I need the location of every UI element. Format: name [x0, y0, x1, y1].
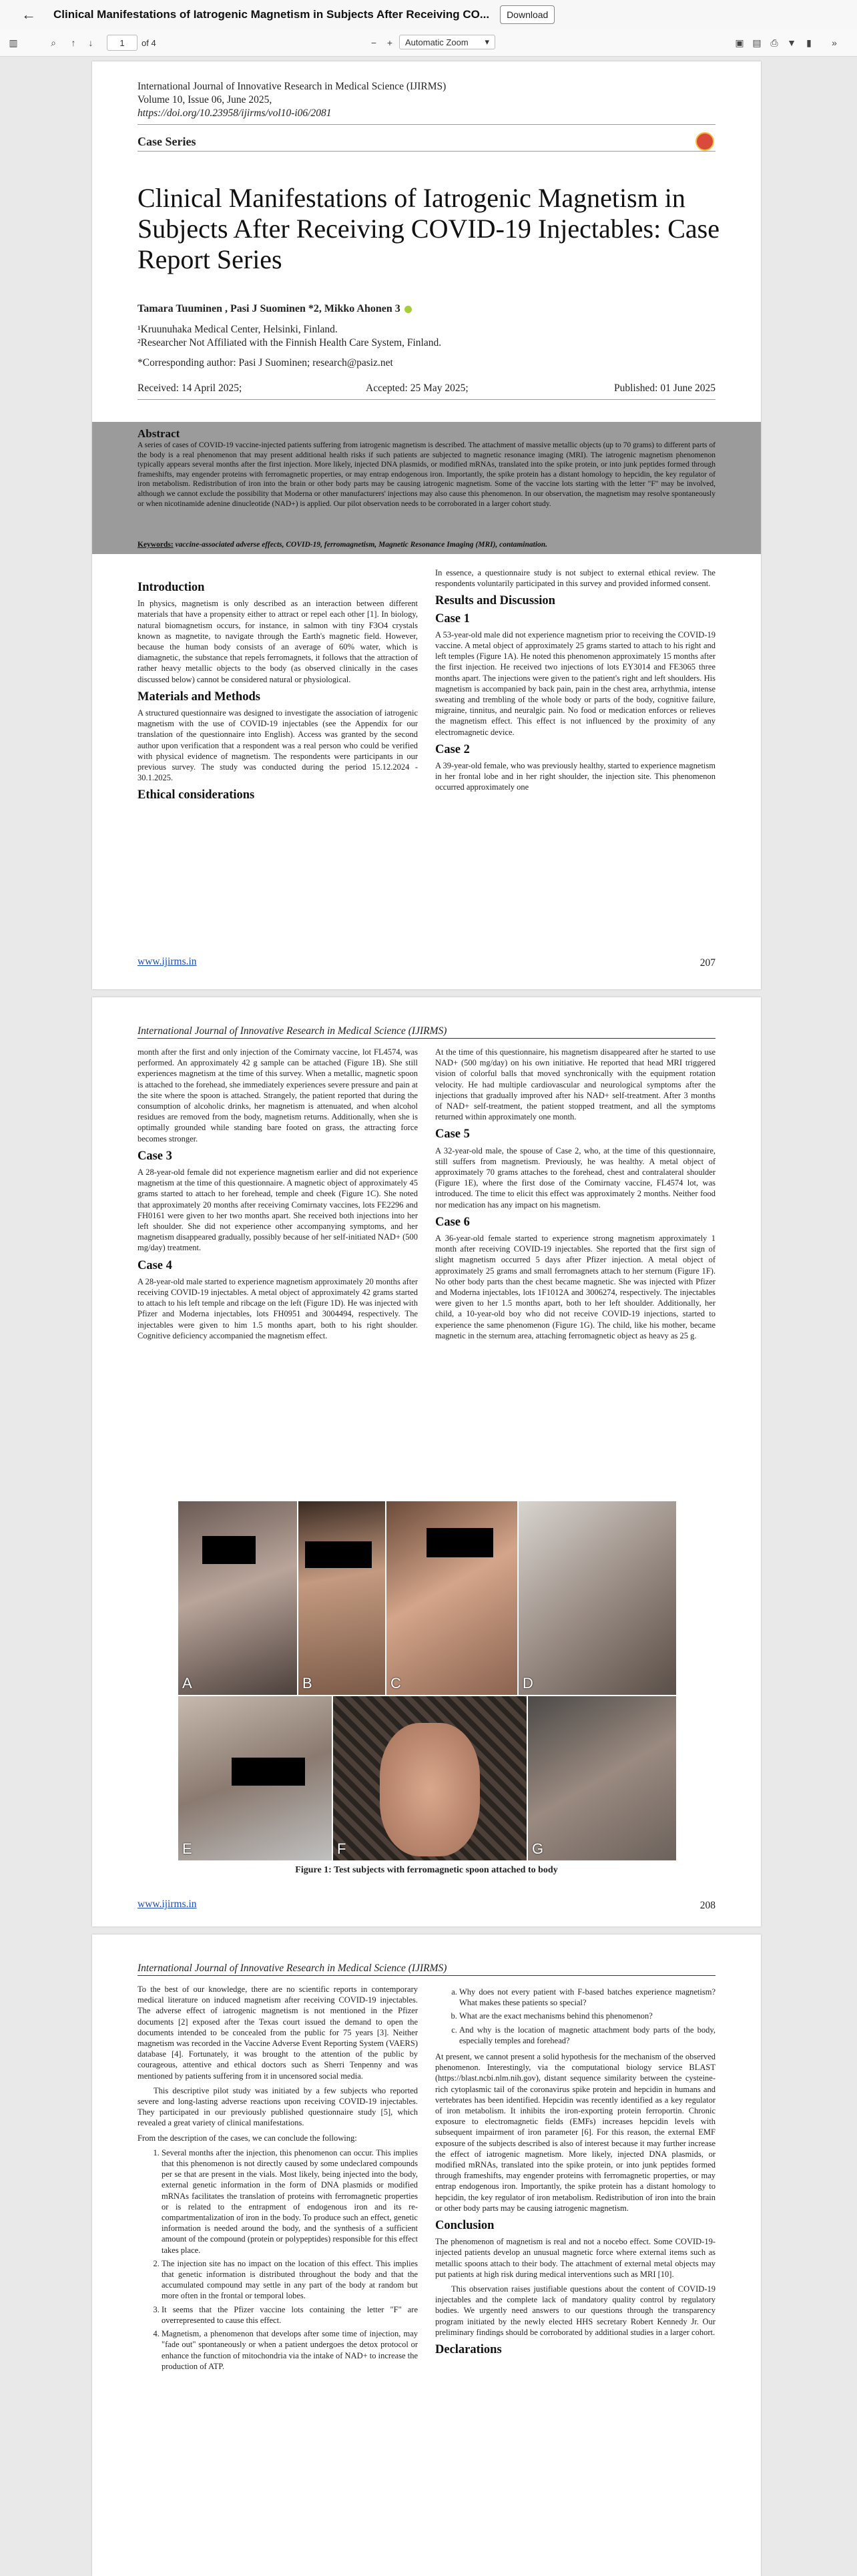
footer-site-link[interactable]: www.ijirms.in — [137, 1898, 197, 1910]
figure-photo-b — [298, 1501, 385, 1695]
introduction-text: In physics, magnetism is only described as an interaction between different materials that have a propensity either to attract or repel each other [1]. In biology, natural biomagnetism occurs, for instance, in salmon with tiny F3O4 crystals known as magnetite, to navigate through the Earth's magnetic field. However, because the human body consists of an average of 60% water, which is diamagnetic, the substance that repels ferromagnets, it follows that the attraction of rather heavy metallic objects to the body (as observed clinically in the cases discussed below) cannot be considered natural or physiological. — [137, 599, 418, 684]
article-title: Clinical Manifestations of Iatrogenic Magnetism in Subjects After Receiving COVID-19 Injectables: Case Report Series — [137, 183, 720, 274]
case-1-heading: Case 1 — [435, 611, 470, 625]
figure-photo-f — [333, 1696, 527, 1860]
case-2-heading: Case 2 — [435, 742, 470, 756]
conclusion-item: 3. It seems that the Pfizer vaccine lots containing the letter "F" are overrepresented to cause this effect. — [162, 2304, 418, 2326]
page1-right-column — [435, 567, 716, 797]
conclusion-item: 1. Several months after the injection, this phenomenon can occur. This implies that this phenomenon is not directly caused by some undeclared compounds per se that are present in the vials. Most likely, being injected into the body, external genetic information in the form of DNA plasmids or modified mRNAs facilitates the translation of proteins with ferromagnetic properties or is related to the entrapment of endogenous iron and its re-compartmentalization of iron in the body. To produce such an effect, genetic information is needed around the body, and the synthesis of a sufficient amount of the compound (protein or polypeptides) responsible for this effect takes place. — [162, 2147, 418, 2256]
page1-left-column — [137, 575, 418, 806]
header-divider-2 — [137, 151, 716, 152]
page2-left-column — [137, 1047, 418, 1345]
ethics-text: In essence, a questionnaire study is not subject to external ethical review. The respondents voluntarily participated in this survey and provided informed consent. — [435, 568, 716, 589]
print-icon[interactable]: ⎙ — [770, 37, 778, 48]
results-heading: Results and Discussion — [435, 594, 555, 608]
case-4-heading: Case 4 — [137, 1258, 172, 1272]
case-1-text: A 53-year-old male did not experience magnetism prior to receiving the COVID-19 vaccine. A metal object of approximately 25 grams started to attach to his right and left temples (Figure 1A). He noted this phenomenon approximately 15 months after the first injection. He received two injections of lots EY3014 and FE3065 three months apart. The injections were given to the patient's right and left shoulders. His magnetism is accompanied by back pain, pain in the chest area, arrhythmia, intense sweating and trembling of the whole body or parts of the body, cognitive failure, migraine, tinnitus, and neuralgic pain. No food or medication enforces or relieves the magnetism effect. This effect is not influenced by the proximity of any electromagnetic device. — [435, 629, 716, 737]
keywords-text: vaccine-associated adverse effects, COVID-19, ferromagnetism, Magnetic Resonance Imaging (MRI), contamination. — [175, 541, 548, 549]
journal-volume: Volume 10, Issue 06, June 2025, — [137, 94, 272, 105]
figure-label-a: A — [182, 1675, 192, 1692]
case-5-heading: Case 5 — [435, 1127, 470, 1141]
conclusion-text-1: The phenomenon of magnetism is real and not a nocebo effect. Some COVID-19-injected patients develop an unusual magnetic force where external items such as metallic spoons attach to their body. The attachment of external metal objects may put patients at high risk during medical interventions such as MRI [10]. — [435, 2237, 716, 2279]
declarations-heading: Declarations — [435, 2343, 502, 2357]
introduction-heading: Introduction — [137, 581, 205, 594]
sidebar-toggle-icon[interactable]: ▥ — [9, 37, 18, 48]
conclusion-item: 4. Magnetism, a phenomenon that develops after some time of injection, may "fade out" spontaneously or when a patient undergoes the detox protocol or enhance the function of mitochondria via the intake of NAD+ to increase the production of ATP. — [162, 2328, 418, 2372]
case-4-text-continued: At the time of this questionnaire, his magnetism disappeared after he started to use NAD+ (500 mg/day) on his own initiative. He reported that head MRI triggered vision of colorful balls that moved synchronically with the equipment rotation velocity. He had multiple cardiovascular and neurological symptoms after the injections that gradually improved after his NAD+ self-treatment. After 3 months of NAD+ self-treatment, the patient stopped treatment, and all the symptoms returned within approximately one month. — [435, 1047, 716, 1122]
page3-right-column — [435, 1984, 716, 2360]
chevron-down-icon: ▾ — [485, 37, 489, 47]
page3-left-column — [137, 1984, 418, 2374]
page2-right-column — [435, 1047, 716, 1345]
abstract-text: A series of cases of COVID-19 vaccine-injected patients suffering from iatrogenic magnetism is described. The attachment of massive metallic objects (up to 70 grams) to different parts of the body is a real phenomenon that may present additional health risks if such patients are subjected to magnetic resonance imaging (MRI). The iatrogenic magnetism phenomenon typically appears several months after the first injection. More likely, injected DNA plasmids, or modified mRNAs, translated into the spike protein, or into junk peptides formed through frameshifts, may engender proteins with ferromagnetic properties, or may entrap endogenous iron. Importantly, the spike protein has a distant homology to hepcidin, the key regulator of iron metabolism. Redistribution of iron into the brain or other body parts may be causing iatrogenic magnetism. Some of the vaccine lots starting with the letter "F" may be involved, although we cannot exclude the possibility that Moderna or other manufacturers' injections may also cause this phenomenon. In our observation, the magnetism may resolve spontaneously or when nicotinamide adenine dinucleotide (NAD+) is applied. Our pilot observation needs to be corroborated in a larger cohort study. — [137, 441, 716, 508]
conclusion-item: 2. The injection site has no impact on the location of this effect. This implies that genetic information is distributed throughout the body and that the accumulated compound may settle in any part of the body at random but more often in the frontal or temporal lobes. — [162, 2258, 418, 2302]
discussion-text-1: To the best of our knowledge, there are no scientific reports in contemporary medical literature on induced magnetism after receiving COVID-19 injectables. The adverse effect of iatrogenic magnetism is not mentioned in the Pfizer documents [2] exposed after the Texas court issued the demand to open the documents intended to be concealed from the public for 75 years [3]. Neither magnetism was recorded in the Vaccine Adverse Event Reporting System (VAERS) database [4]. Fortunately, it was brought to the attention of the public by courageous, attentive and ethical doctors such as Sherri Tenpenny and was mentioned by patients suffering from it in uncensored social media. — [137, 1985, 418, 2081]
journal-name: International Journal of Innovative Research in Medical Science (IJIRMS) — [137, 81, 447, 92]
case-4-text: A 28-year-old male started to experience magnetism approximately 20 months after receiving COVID-19 injectables. A metal object of approximately 42 grams started to attach to his left temple and ribcage on the left (Figure 1D). He was injected with Pfizer and Moderna injectables, lots FH0951 and 3004494, respectively. The injectables were given to him 1.5 months apart, both to his right shoulder. Cognitive deficiency accompanied the magnetism effect. — [137, 1276, 418, 1340]
case-5-text: A 32-year-old male, the spouse of Case 2, who, at the time of this questionnaire, still suffers from magnetism. Previously, he was healthy. A metal object of approximately 70 grams attaches to the forehead, chest and contralateral shoulder (Figure 1E), where the first dose of the Comirnaty vaccine, FL4574 lot, was introduced. The time to elicit this effect was approximately 2 months. Neither food nor medication has any impact on his magnetism. — [435, 1145, 716, 1210]
page-count: of 4 — [141, 37, 156, 48]
figure-label-b: B — [302, 1675, 312, 1692]
case-3-text: A 28-year-old female did not experience magnetism earlier and did not experience magnetism at the time of this questionnaire. A magnetic object of approximately 45 grams started to attach to her forehead, temple and cheek (Figure 1C). She noted that approximately 20 months after receiving Comirnaty vaccines, lots FE2296 and FH0161 were given to her two months apart. She received both injections into her left shoulder. She did not experience other accompanying symptoms, and her magnetism disappeared gradually, possibly because of her self-initiated NAD+ (500 mg/day) treatment. — [137, 1168, 418, 1253]
zoom-select[interactable] — [399, 35, 495, 49]
case-3-heading: Case 3 — [137, 1149, 172, 1163]
article-type: Case Series — [137, 135, 196, 148]
orcid-icon[interactable] — [404, 306, 412, 313]
conclusion-text-2: This observation raises justifiable questions about the content of COVID-19 injectables and the complete lack of mandatory quality control by regulatory bodies. We urgently need answers to our questions through the transparency program initiated by the newly elected HHS secretary Robert Kennedy Jr. Our preliminary findings should be corroborated by additional studies in a larger cohort. — [435, 2284, 716, 2337]
zoom-in-icon[interactable]: + — [386, 37, 393, 48]
zoom-value: Automatic Zoom — [405, 37, 469, 47]
case-6-heading: Case 6 — [435, 1215, 470, 1229]
eye-censor-bar — [305, 1541, 372, 1568]
previous-page-icon[interactable]: ↑ — [71, 37, 76, 48]
viewer-title-bar — [0, 0, 857, 30]
author-list — [137, 303, 413, 315]
figure-label-e: E — [182, 1840, 192, 1857]
figure-label-c: C — [390, 1675, 401, 1692]
page-number-207: 207 — [699, 957, 716, 969]
ethics-heading: Ethical considerations — [137, 788, 255, 802]
figure-photo-d — [519, 1501, 676, 1695]
materials-methods-text: A structured questionnaire was designed to investigate the association of iatrogenic magnetism with the use of COVID-19 injectables (see the Appendix for our translation of the questionnaire into English). Access was granted by the second author upon verification that a respondent was a real person who could be verified with physical evidence of magnetism. The respondents were participants in our previous survey. The study was conducted during the period 15.12.2024 - 30.1.2025. — [137, 708, 418, 783]
case-6-text: A 36-year-old female started to experience strong magnetism approximately 1 month after receiving COVID-19 injectables. She reported that the first sign of slight magnetism occurred 5 days after Pfizer injection. A metal object of approximately 25 grams and small ferromagnets attach to her sternum (Figure 1F). No other body parts than the chest became magnetic. She was injected with Pfizer and Moderna injectables, lots 1F1012A and 3006274, respectively. The injectables were given to her 1.5 months apart, both to her left shoulder. Additionally, her child, a 10-year-old boy who did not receive COVID-19 injections, started to experience the same phenomenon (Figure 1G). The child, like his mother, became magnetic in the sternum area, attaching ferromagnetic object as heavy as 25 g. — [435, 1234, 716, 1340]
back-arrow-icon[interactable]: ← — [21, 6, 36, 23]
figure-1 — [178, 1501, 676, 1860]
check-for-updates-icon[interactable] — [695, 132, 714, 151]
journal-doi[interactable]: https://doi.org/10.23958/ijirms/vol10-i06/2081 — [137, 107, 332, 119]
discussion-text-2: This descriptive pilot study was initiated by a few subjects who reported severe and long-lasting adverse reactions upon receiving COVID-19 injectables. They participated in our previously published questionnaire study [5], which revealed a great variety of clinical manifestations. — [137, 2085, 418, 2128]
bookmark-icon[interactable]: ▮ — [806, 37, 812, 48]
authors-text: Tamara Tuuminen , Pasi J Suominen *2, Mikko Ahonen 3 — [137, 303, 400, 314]
page-number-208: 208 — [699, 1900, 716, 1911]
next-page-icon[interactable]: ↓ — [88, 37, 93, 48]
zoom-out-icon[interactable]: − — [370, 37, 377, 48]
corresponding-author: *Corresponding author: Pasi J Suominen; research@pasiz.net — [137, 357, 393, 368]
discussion-text-3: From the description of the cases, we can conclude the following: — [137, 2133, 357, 2143]
case-2-text-part1: A 39-year-old female, who was previously healthy, started to experience magnetism in her frontal lobe and in her right shoulder, the injection site. This phenomenon occurred approximately one — [435, 761, 716, 792]
page-number-input[interactable]: 1 — [107, 35, 137, 51]
materials-methods-heading: Materials and Methods — [137, 690, 260, 704]
eye-censor-bar — [232, 1758, 305, 1786]
photo-subject — [380, 1723, 480, 1856]
figure-label-f: F — [337, 1840, 346, 1857]
eye-censor-bar — [202, 1536, 256, 1564]
footer-site-link[interactable]: www.ijirms.in — [137, 956, 197, 967]
keywords-label: Keywords: — [137, 541, 174, 549]
figure-photo-a — [178, 1501, 297, 1695]
open-file-icon[interactable]: ▤ — [752, 37, 762, 48]
dates-divider — [137, 399, 716, 400]
document-title: Clinical Manifestations of Iatrogenic Magnetism in Subjects After Receiving CO... — [53, 8, 490, 21]
presentation-icon[interactable]: ▣ — [735, 37, 744, 48]
figure-photo-g — [528, 1696, 676, 1860]
running-header: International Journal of Innovative Research in Medical Science (IJIRMS) — [137, 1025, 716, 1039]
conclusions-list — [137, 2147, 418, 2372]
case-2-text-part2: month after the first and only injection of the Comirnaty vaccine, lot FL4574, was performed. An approximately 42 g sample can be attached (Figure 1B). She still experiences magnetism at the time of this survey. When a metallic, magnetic spoon is attached to the forehead, she immediately experiences severe pressure and pain at the site where the spoon is attached. Strangely, the patient reported that during the consumption of alcoholic drinks, her magnetism is attenuated, and when alcohol residues are removed from the body, magnetism returns. Additionally, when she is optimally grounded while standing bare footed on grass, the attracting force becomes stronger. — [137, 1047, 418, 1143]
abstract-box — [92, 422, 761, 554]
pdf-toolbar — [0, 29, 857, 57]
keywords-line — [137, 541, 716, 549]
download-button[interactable]: Download — [500, 5, 555, 24]
received-date: Received: 14 April 2025; — [137, 382, 242, 394]
tools-menu-icon[interactable]: » — [832, 37, 837, 48]
figure-label-g: G — [532, 1840, 544, 1857]
question-item: b. What are the exact mechanisms behind this phenomenon? — [459, 2011, 716, 2021]
eye-censor-bar — [426, 1528, 493, 1557]
pdf-page-1 — [92, 61, 761, 989]
question-item: c. And why is the location of magnetic attachment body parts of the body, especially temples and forehead? — [459, 2025, 716, 2046]
figure-label-d: D — [523, 1675, 533, 1692]
figure-photo-c — [386, 1501, 517, 1695]
published-date: Published: 01 June 2025 — [614, 382, 716, 394]
running-header: International Journal of Innovative Research in Medical Science (IJIRMS) — [137, 1963, 716, 1976]
pdf-page-2 — [92, 997, 761, 1926]
search-icon[interactable]: ⌕ — [51, 37, 56, 48]
affiliation-2: ²Researcher Not Affiliated with the Finnish Health Care System, Finland. — [137, 337, 442, 348]
affiliation-1: ¹Kruunuhaka Medical Center, Helsinki, Finland. — [137, 324, 338, 335]
abstract-heading: Abstract — [137, 427, 180, 440]
question-item: a. Why does not every patient with F-based batches experience magnetism? What makes these patients so special? — [459, 1987, 716, 2008]
figure-photo-e — [178, 1696, 332, 1860]
pdf-page-3 — [92, 1935, 761, 2576]
questions-list — [435, 1987, 716, 2046]
mechanism-text: At present, we cannot present a solid hypothesis for the mechanism of the observed phenomenon. Interestingly, via the computational biology service BLAST (https://blast.ncbi.nlm.nih.gov), distant sequence similarity between the cysteine-rich cytoplasmic tail of the coronavirus spike protein and hepcidin in humans and vertebrates has been identified. Hepcidin was recently identified as a key regulator of iron metabolism. It inhibits the iron-exporting protein ferroportin. Chronic exposure to electromagnetic fields (EMFs) increases hepcidin levels with subsequent impairment of iron parameter [6]. For this reason, the external EMF exposure of the subjects described is also of interest because it may further increase the effect of iatrogenic magnetism. More likely, injected DNA plasmids, or modified mRNAs, translated into the spike protein, or into junk peptides formed through frameshifts, may engender proteins with ferromagnetic properties, or may entrap endogenous iron. Importantly, the spike protein has a distant homology to hepcidin, the key regulator of iron metabolism. Redistribution of iron into the brain or other body parts may be causing iatrogenic magnetism. — [435, 2052, 716, 2213]
conclusion-heading: Conclusion — [435, 2219, 495, 2233]
save-icon[interactable]: ▼ — [787, 37, 796, 48]
header-divider — [137, 124, 716, 125]
figure-1-caption: Figure 1: Test subjects with ferromagnetic spoon attached to body — [295, 1865, 558, 1875]
accepted-date: Accepted: 25 May 2025; — [366, 382, 469, 394]
